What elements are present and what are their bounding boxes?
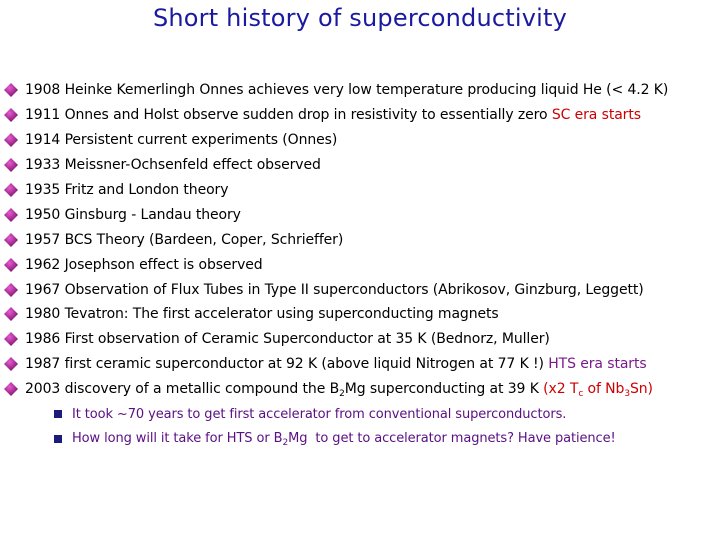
- sub-list-item-text: How long will it take for HTS or $B_2Mg$ to get to accelerator magnets? Have patience!: [72, 431, 616, 449]
- diamond-bullet-icon: [4, 233, 18, 247]
- diamond-bullet-icon: [4, 133, 18, 147]
- timeline-list: [4, 78, 716, 451]
- list-item-text: 1980 Tevatron: The first accelerator using superconducting magnets: [25, 306, 499, 323]
- sub-list-item: [4, 426, 716, 451]
- list-item-text: 1967 Observation of Flux Tubes in Type II superconductors (Abrikosov, Ginzburg, Leggett): [25, 281, 644, 298]
- page-title: Short history of superconductivity: [152, 4, 568, 32]
- diamond-bullet-icon: [4, 158, 18, 172]
- list-item: [4, 302, 716, 327]
- diamond-bullet-icon: [4, 332, 18, 346]
- list-item: [4, 377, 716, 402]
- diamond-bullet-icon: [4, 307, 18, 321]
- list-item-text: 1950 Ginsburg - Landau theory: [25, 206, 241, 223]
- list-item: [4, 327, 716, 352]
- list-item-text: 1935 Fritz and London theory: [25, 182, 229, 198]
- list-item: [4, 78, 716, 103]
- diamond-bullet-icon: [4, 382, 18, 396]
- list-item-text: 1933 Meissner-Ochsenfeld effect observed: [25, 157, 321, 174]
- sc-era-highlight: SC era starts: [551, 107, 641, 124]
- square-bullet-icon: [54, 410, 62, 418]
- sub-list-item-text: It took ~70 years to get first accelerator from conventional superconductors.: [72, 406, 567, 422]
- list-item-text: 1986 First observation of Ceramic Superconductor at 35 K (Bednorz, Muller): [25, 331, 550, 348]
- list-item: [4, 352, 716, 377]
- list-item-text: 1914 Persistent current experiments (Onnes): [25, 132, 338, 149]
- list-item-text: 2003 discovery of a metallic compound the $B_2Mg$ superconducting at 39 K (x2 $T_c$ of $Nb_3Sn$): [25, 381, 653, 400]
- list-item: [4, 128, 716, 153]
- list-item: [4, 227, 716, 252]
- list-item-text: 1987 first ceramic superconductor at 92 K (above liquid Nitrogen at 77 K !): [25, 356, 549, 373]
- square-bullet-icon: [54, 435, 62, 443]
- diamond-bullet-icon: [4, 283, 18, 297]
- diamond-bullet-icon: [4, 258, 18, 272]
- diamond-bullet-icon: [4, 357, 18, 371]
- list-item: [4, 252, 716, 277]
- list-item: [4, 277, 716, 302]
- list-item-text: 1911 Onnes and Holst observe sudden drop in resistivity to essentially zero: [25, 107, 552, 124]
- hts-era-highlight: HTS era starts: [548, 356, 647, 373]
- list-item-text: 1957 BCS Theory (Bardeen, Coper, Schrieffer): [25, 231, 344, 248]
- sub-list-item: [4, 402, 716, 427]
- diamond-bullet-icon: [4, 183, 18, 197]
- sub-list: [4, 402, 716, 452]
- diamond-bullet-icon: [4, 108, 18, 122]
- diamond-bullet-icon: [4, 83, 18, 97]
- list-item: [4, 153, 716, 178]
- list-item: [4, 103, 716, 128]
- list-item-text: 1908 Heinke Kemerlingh Onnes achieves very low temperature producing liquid He (< 4.2 K): [25, 82, 669, 99]
- list-item: [4, 178, 716, 203]
- diamond-bullet-icon: [4, 208, 18, 222]
- comparison-highlight: (x2 $T_c$ of $Nb_3Sn$): [543, 381, 653, 400]
- list-item: [4, 202, 716, 227]
- list-item-text: 1962 Josephson effect is observed: [25, 256, 263, 273]
